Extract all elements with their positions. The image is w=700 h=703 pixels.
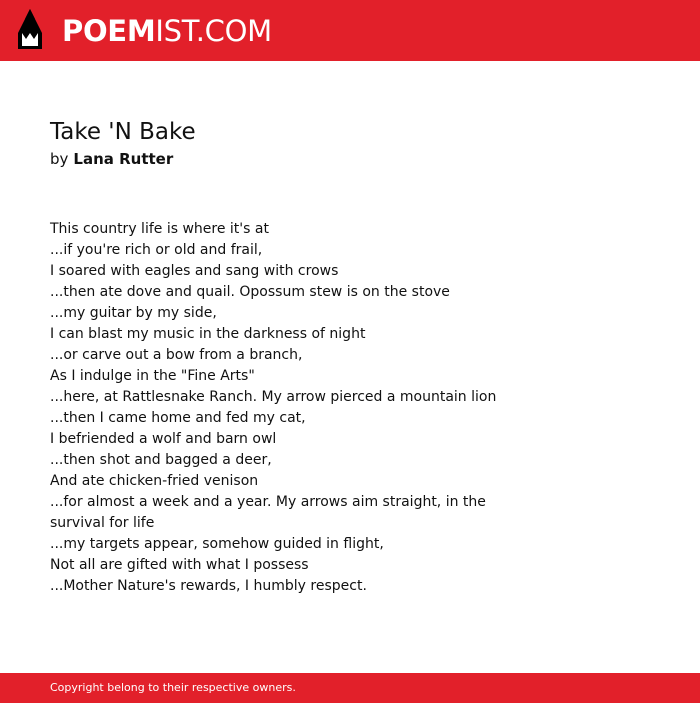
poem-line: ...for almost a week and a year. My arrows aim straight, in the survival for life — [50, 494, 486, 531]
poem-line: ...or carve out a bow from a branch, — [50, 347, 303, 363]
poem-line: And ate chicken-fried venison — [50, 473, 259, 489]
poem-body — [50, 219, 535, 597]
site-footer — [0, 673, 700, 703]
poem-line: As I indulge in the "Fine Arts" — [50, 368, 255, 384]
by-label: by — [50, 150, 69, 168]
poem-line: ...then shot and bagged a deer, — [50, 452, 272, 468]
site-logo[interactable] — [62, 14, 272, 48]
poem-line: I can blast my music in the darkness of night — [50, 326, 366, 342]
poem-line: This country life is where it's at — [50, 221, 269, 237]
poem-line: ...my targets appear, somehow guided in flight, — [50, 536, 384, 552]
author-name[interactable]: Lana Rutter — [73, 150, 174, 168]
poem-line: ...then I came home and fed my cat, — [50, 410, 306, 426]
byline — [50, 150, 173, 168]
poem-line: ...Mother Nature's rewards, I humbly respect. — [50, 578, 367, 594]
poem-line: I befriended a wolf and barn owl — [50, 431, 277, 447]
logo-light-text: IST.COM — [155, 14, 272, 48]
poem-title: Take 'N Bake — [50, 119, 196, 145]
copyright-text: Copyright belong to their respective owners. — [50, 681, 296, 694]
site-header — [0, 0, 700, 61]
poem-line: Not all are gifted with what I possess — [50, 557, 309, 573]
pencil-icon[interactable] — [18, 9, 42, 51]
poem-line: ...then ate dove and quail. Opossum stew is on the stove — [50, 284, 450, 300]
logo-bold-text: POEM — [62, 14, 156, 48]
poem-line: ...my guitar by my side, — [50, 305, 217, 321]
poem-line: I soared with eagles and sang with crows — [50, 263, 339, 279]
poem-line: ...if you're rich or old and frail, — [50, 242, 263, 258]
poem-line: ...here, at Rattlesnake Ranch. My arrow pierced a mountain lion — [50, 389, 497, 405]
